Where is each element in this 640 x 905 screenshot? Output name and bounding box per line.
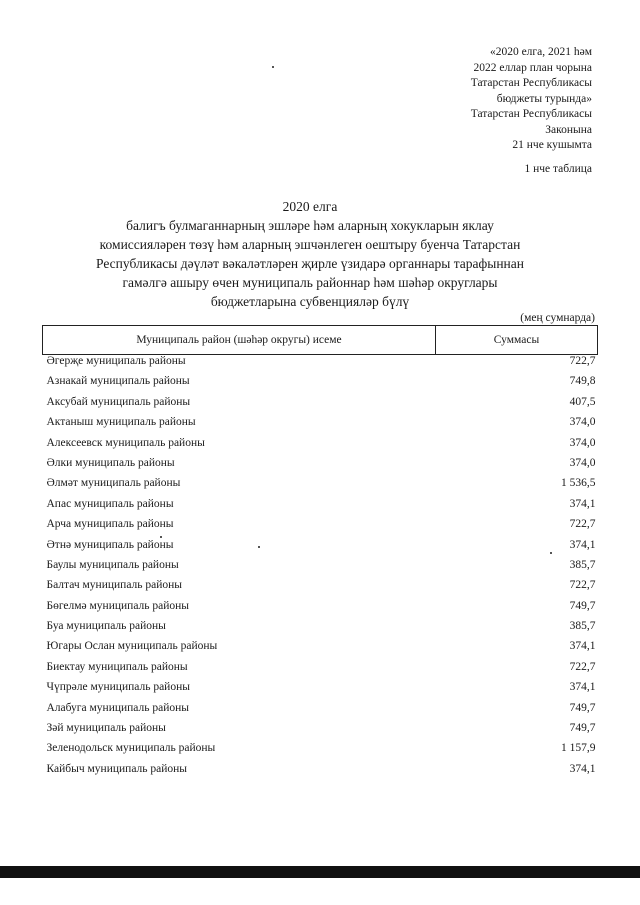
- district-sum: 374,1: [569, 681, 596, 694]
- district-sum: 374,1: [569, 497, 596, 510]
- header-note: [372, 45, 592, 154]
- scan-edge-bar: [0, 866, 640, 878]
- scan-speck: [550, 552, 552, 554]
- district-sum: 749,7: [569, 701, 596, 714]
- district-name: Әгерҗе муниципаль районы: [46, 355, 186, 367]
- table-row: [43, 742, 598, 762]
- table-row: [43, 559, 598, 579]
- district-name: Алабуга муниципаль районы: [46, 701, 190, 714]
- district-name: Азнакай муниципаль районы: [46, 375, 190, 388]
- district-name: Баулы муниципаль районы: [46, 558, 179, 571]
- district-name: Әлки муниципаль районы: [46, 456, 175, 469]
- district-sum: 749,7: [569, 722, 596, 735]
- header-note-line: Законына: [545, 123, 592, 136]
- table-row: [43, 355, 598, 376]
- district-sum: 374,1: [569, 762, 596, 775]
- table-row: [43, 539, 598, 559]
- scan-speck: [160, 536, 162, 538]
- title-line: гамәлгә ашыру өчен муниципаль районнар һәм шәһәр округлары: [122, 275, 498, 290]
- title-line: 2020 елга: [282, 199, 338, 214]
- district-name: Югары Ослан муниципаль районы: [46, 640, 218, 653]
- table-row: [43, 620, 598, 640]
- document-title: [70, 197, 550, 311]
- title-line: Республикасы дәүләт вәкаләтләрен җирле үзидарә органнары тарафыннан: [96, 256, 524, 271]
- header-note-line: 2022 еллар план чорына: [473, 61, 592, 74]
- table-row: [43, 416, 598, 436]
- table-row: [43, 681, 598, 701]
- table-row: [43, 457, 598, 477]
- table-row: [43, 437, 598, 457]
- district-name: Арча муниципаль районы: [46, 518, 174, 531]
- units-note: (мең сумнарда): [520, 312, 595, 324]
- district-sum: 374,1: [569, 640, 596, 653]
- district-sum: 374,0: [569, 436, 596, 449]
- district-sum: 385,7: [569, 558, 596, 571]
- title-line: балигъ булмаганнарның эшләре һәм аларның хокукларын яклау: [126, 218, 494, 233]
- table-row: [43, 702, 598, 722]
- district-sum: 722,7: [569, 518, 596, 531]
- table-row: [43, 477, 598, 497]
- column-header-sum: Суммасы: [436, 326, 598, 355]
- title-line: комиссияләрен төзү һәм аларның эшчәнлеген оештыру буенча Татарстан: [99, 237, 521, 252]
- district-name: Алексеевск муниципаль районы: [46, 436, 205, 449]
- district-sum: 722,7: [569, 579, 596, 592]
- header-note-line: Татарстан Республикасы: [470, 108, 592, 120]
- district-name: Әлмәт муниципаль районы: [46, 477, 181, 490]
- table-row: [43, 396, 598, 416]
- district-sum: 1 157,9: [561, 742, 596, 755]
- district-name: Бөгелмә муниципаль районы: [46, 599, 190, 612]
- district-name: Зеленодольск муниципаль районы: [46, 742, 216, 755]
- table-row: [43, 640, 598, 660]
- district-name: Балтач муниципаль районы: [46, 579, 183, 592]
- district-name: Биектау муниципаль районы: [46, 660, 188, 673]
- table-row: [43, 661, 598, 681]
- header-note-line: бюджеты турында»: [496, 92, 592, 105]
- district-sum: 1 536,5: [561, 477, 596, 490]
- table-row: [43, 579, 598, 599]
- district-sum: 385,7: [569, 620, 596, 633]
- header-note-line: 21 нче кушымта: [512, 139, 592, 151]
- scan-speck: [272, 66, 274, 68]
- table-body: [43, 355, 598, 784]
- header-note-line: Татарстан Республикасы: [470, 77, 592, 89]
- table-row: [43, 375, 598, 395]
- column-header-name: Муниципаль район (шәһәр округы) исеме: [43, 326, 436, 355]
- district-sum: 722,7: [569, 355, 596, 367]
- table-row: [43, 763, 598, 783]
- scan-speck: [258, 546, 260, 548]
- subvention-table: [42, 325, 598, 783]
- district-name: Кайбыч муниципаль районы: [46, 762, 188, 775]
- district-sum: 749,8: [569, 375, 596, 388]
- table-row: [43, 498, 598, 518]
- district-name: Зәй муниципаль районы: [46, 722, 166, 735]
- district-sum: 374,0: [569, 416, 596, 429]
- district-name: Буа муниципаль районы: [46, 620, 166, 633]
- district-name: Әтнә муниципаль районы: [46, 538, 174, 551]
- district-sum: 407,5: [569, 395, 596, 408]
- title-line: бюджетларына субвенцияләр бүлү: [210, 294, 410, 309]
- district-name: Апас муниципаль районы: [46, 497, 174, 510]
- table-row: [43, 518, 598, 538]
- district-name: Аксубай муниципаль районы: [46, 395, 191, 408]
- header-note-line: «2020 елга, 2021 һәм: [489, 46, 592, 58]
- table-header-row: [43, 326, 598, 355]
- district-sum: 374,1: [569, 538, 596, 551]
- district-sum: 374,0: [569, 456, 596, 469]
- district-name: Чүпрәле муниципаль районы: [46, 681, 190, 694]
- table-row: [43, 722, 598, 742]
- table-row: [43, 600, 598, 620]
- district-name: Актаныш муниципаль районы: [46, 416, 196, 429]
- table-number: 1 нче таблица: [524, 163, 592, 175]
- district-sum: 749,7: [569, 599, 596, 612]
- district-sum: 722,7: [569, 660, 596, 673]
